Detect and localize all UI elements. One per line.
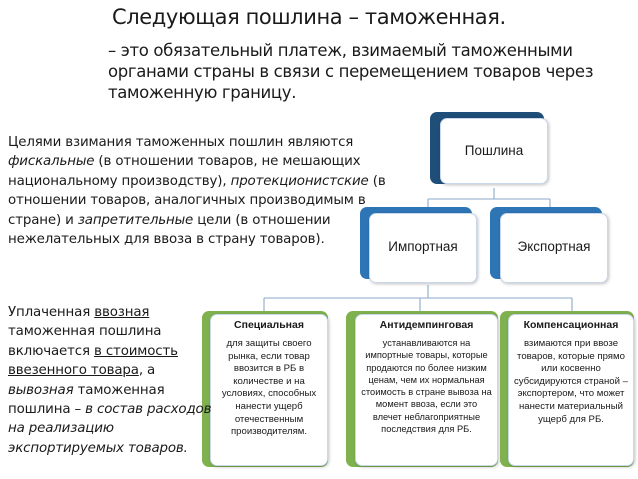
paid-expenses-phrase: в состав расходов на реализацию экспортируемых товаров.: [8, 402, 212, 456]
antidumping-duty-card: [355, 314, 498, 466]
compensatory-card-title: Компенсационная: [523, 319, 619, 331]
export-node: [500, 213, 608, 283]
paid-export-word: вывозная: [8, 382, 74, 398]
export-node-label: Экспортная: [517, 239, 591, 254]
antidumping-card-title: Антидемпинговая: [379, 319, 474, 331]
paid-import-word: ввозная: [94, 305, 150, 320]
special-duty-card: [210, 314, 328, 466]
compensatory-card-body: взимаются при ввозе товаров, которые прямо или косвенно субсидируются страной – экспортером, что может нанести материальный ущерб для РБ.: [513, 338, 628, 425]
paid-text-1: Уплаченная: [8, 305, 95, 320]
goals-prohibitive: запретительные: [77, 212, 194, 228]
antidumping-card-body: устанавливаются на импортные товары, которые продаются по более низким ценам, чем их нормальная стоимость в стране вывоза на момент ввоза, если это влечет неблагоприятные последствия для РБ.: [361, 338, 492, 435]
paid-text-4: таможенная пошлина –: [8, 382, 165, 418]
paid-cost-phrase: в стоимость ввезенного товара: [8, 343, 178, 379]
paid-text-2: таможенная пошлина включается: [8, 324, 162, 359]
slide-title: Следующая пошлина – таможенная.: [112, 5, 506, 29]
goals-text-3: (в отношении товаров, аналогичных производимым в стране) и: [8, 173, 386, 228]
definition-text: – это обязательный платеж, взимаемый таможенными органами страны в связи с перемещением товаров через таможенную границу.: [108, 41, 594, 102]
goals-fiscal: фискальные: [8, 154, 95, 170]
compensatory-duty-card: [508, 314, 634, 466]
root-node-duty: [440, 118, 548, 184]
special-card-title: Специальная: [234, 319, 304, 331]
special-card-body: для защиты своего рынка, если товар ввозится в РБ в количестве и на условиях, способных нанести ущерб отечественным производителям.: [221, 338, 317, 438]
root-node-label: Пошлина: [464, 143, 524, 158]
paid-text-3: , а: [138, 363, 156, 379]
goals-text-4: цели (в отношении нежелательных для ввоза в страну товаров).: [8, 212, 331, 248]
goals-text-2: (в отношении товаров, не мешающих национальному производству),: [8, 154, 361, 189]
goals-protectionist: протекционистские: [230, 173, 369, 189]
duty-goals-paragraph: [8, 133, 416, 249]
goals-text-1: Целями взимания таможенных пошлин являются: [8, 135, 354, 150]
import-node-label: Импортная: [388, 239, 458, 254]
paid-duty-paragraph: [8, 303, 223, 458]
